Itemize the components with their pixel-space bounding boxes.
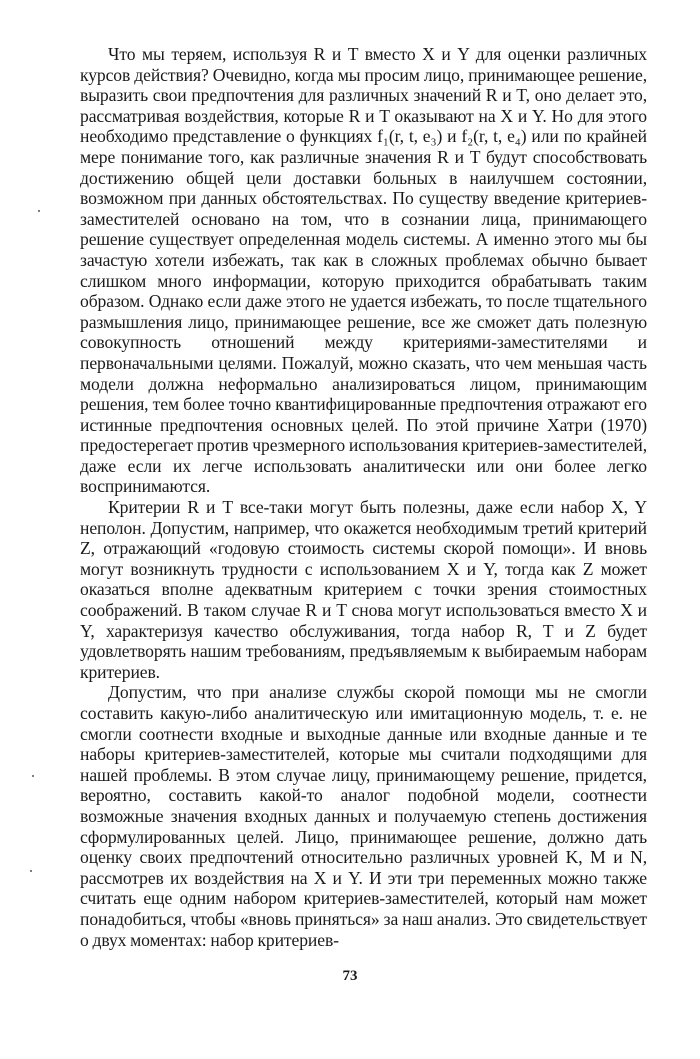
scan-speck xyxy=(30,870,32,872)
scan-speck xyxy=(32,775,34,777)
paragraph-3: Допустим, что при анализе службы скорой помощи мы не смогли составить какую-либо аналитическую или имитационную модель, т. е. не смогли соотнести входные и выходные данные или входные данные и те наборы критериев-заместителей, которые мы считали подходящими для нашей проблемы. В этом случае лицу, принимающему решение, придется, вероятно, составить какой-то аналог подобной модели, соотнести возможные значения входных данных и получаемую степень достижения сформулированных целей. Лицо, принимающее решение, должно дать оценку своих предпочтений относительно различных уровней K, M и N, рассмотрев их воздействия на X и Y. И эти три переменных можно также считать еще одним набором критериев-заместителей, который нам может понадобиться, чтобы «вновь приняться» за наш анализ. Это свидетельствует о двух моментах: набор критериев- xyxy=(80,682,647,950)
paragraph-1: Что мы теряем, используя R и T вместо X и Y для оценки различных курсов действия? Очевидно, когда мы просим лицо, принимающее решение, выразить свои предпочтения для различных значений R и T, оно делает это, рассматривая воздействия, которые R и T оказывают на X и Y. Но для этого необходимо представление о функциях f₁(r, t, e₃) и f₂(r, t, e₄) или по крайней мере понимание того, как различные значения R и T будут способствовать достижению общей цели доставки больных в наилучшем состоянии, возможном при данных обстоятельствах. По существу введение критериев-заместителей основано на том, что в сознании лица, принимающего решение существует определенная модель системы. А именно этого мы бы зачастую хотели избежать, так как в сложных проблемах обычно бывает слишком много информации, которую приходится обрабатывать таким образом. Однако если даже этого не удается избежать, то после тщательного размышления лицо, принимающее решение, все же сможет дать полезную совокупность отношений между критериями-заместителями и первоначальными целями. Пожалуй, можно сказать, что чем меньшая часть модели должна неформально анализироваться лицом, принимающим решения, тем более точно квантифицированные предпочтения отражают его истинные предпочтения основных целей. По этой причине Хатри (1970) предостерегает против чрезмерного использования критериев-заместителей, даже если их легче использовать аналитически или они более легко воспринимаются. xyxy=(80,44,647,497)
paragraph-2: Критерии R и T все-таки могут быть полезны, даже если набор X, Y неполон. Допустим, например, что окажется необходимым третий критерий Z, отражающий «годовую стоимость системы скорой помощи». И вновь могут возникнуть трудности с использованием X и Y, тогда как Z может оказаться вполне адекватным критерием с точки зрения стоимостных соображений. В таком случае R и T снова могут использоваться вместо X и Y, характеризуя качество обслуживания, тогда набор R, T и Z будет удовлетворять нашим требованиям, предъявляемым к выбираемым наборам критериев. xyxy=(80,497,647,682)
document-page xyxy=(80,44,647,1034)
scan-speck xyxy=(38,210,40,212)
page-number: 73 xyxy=(342,968,358,984)
